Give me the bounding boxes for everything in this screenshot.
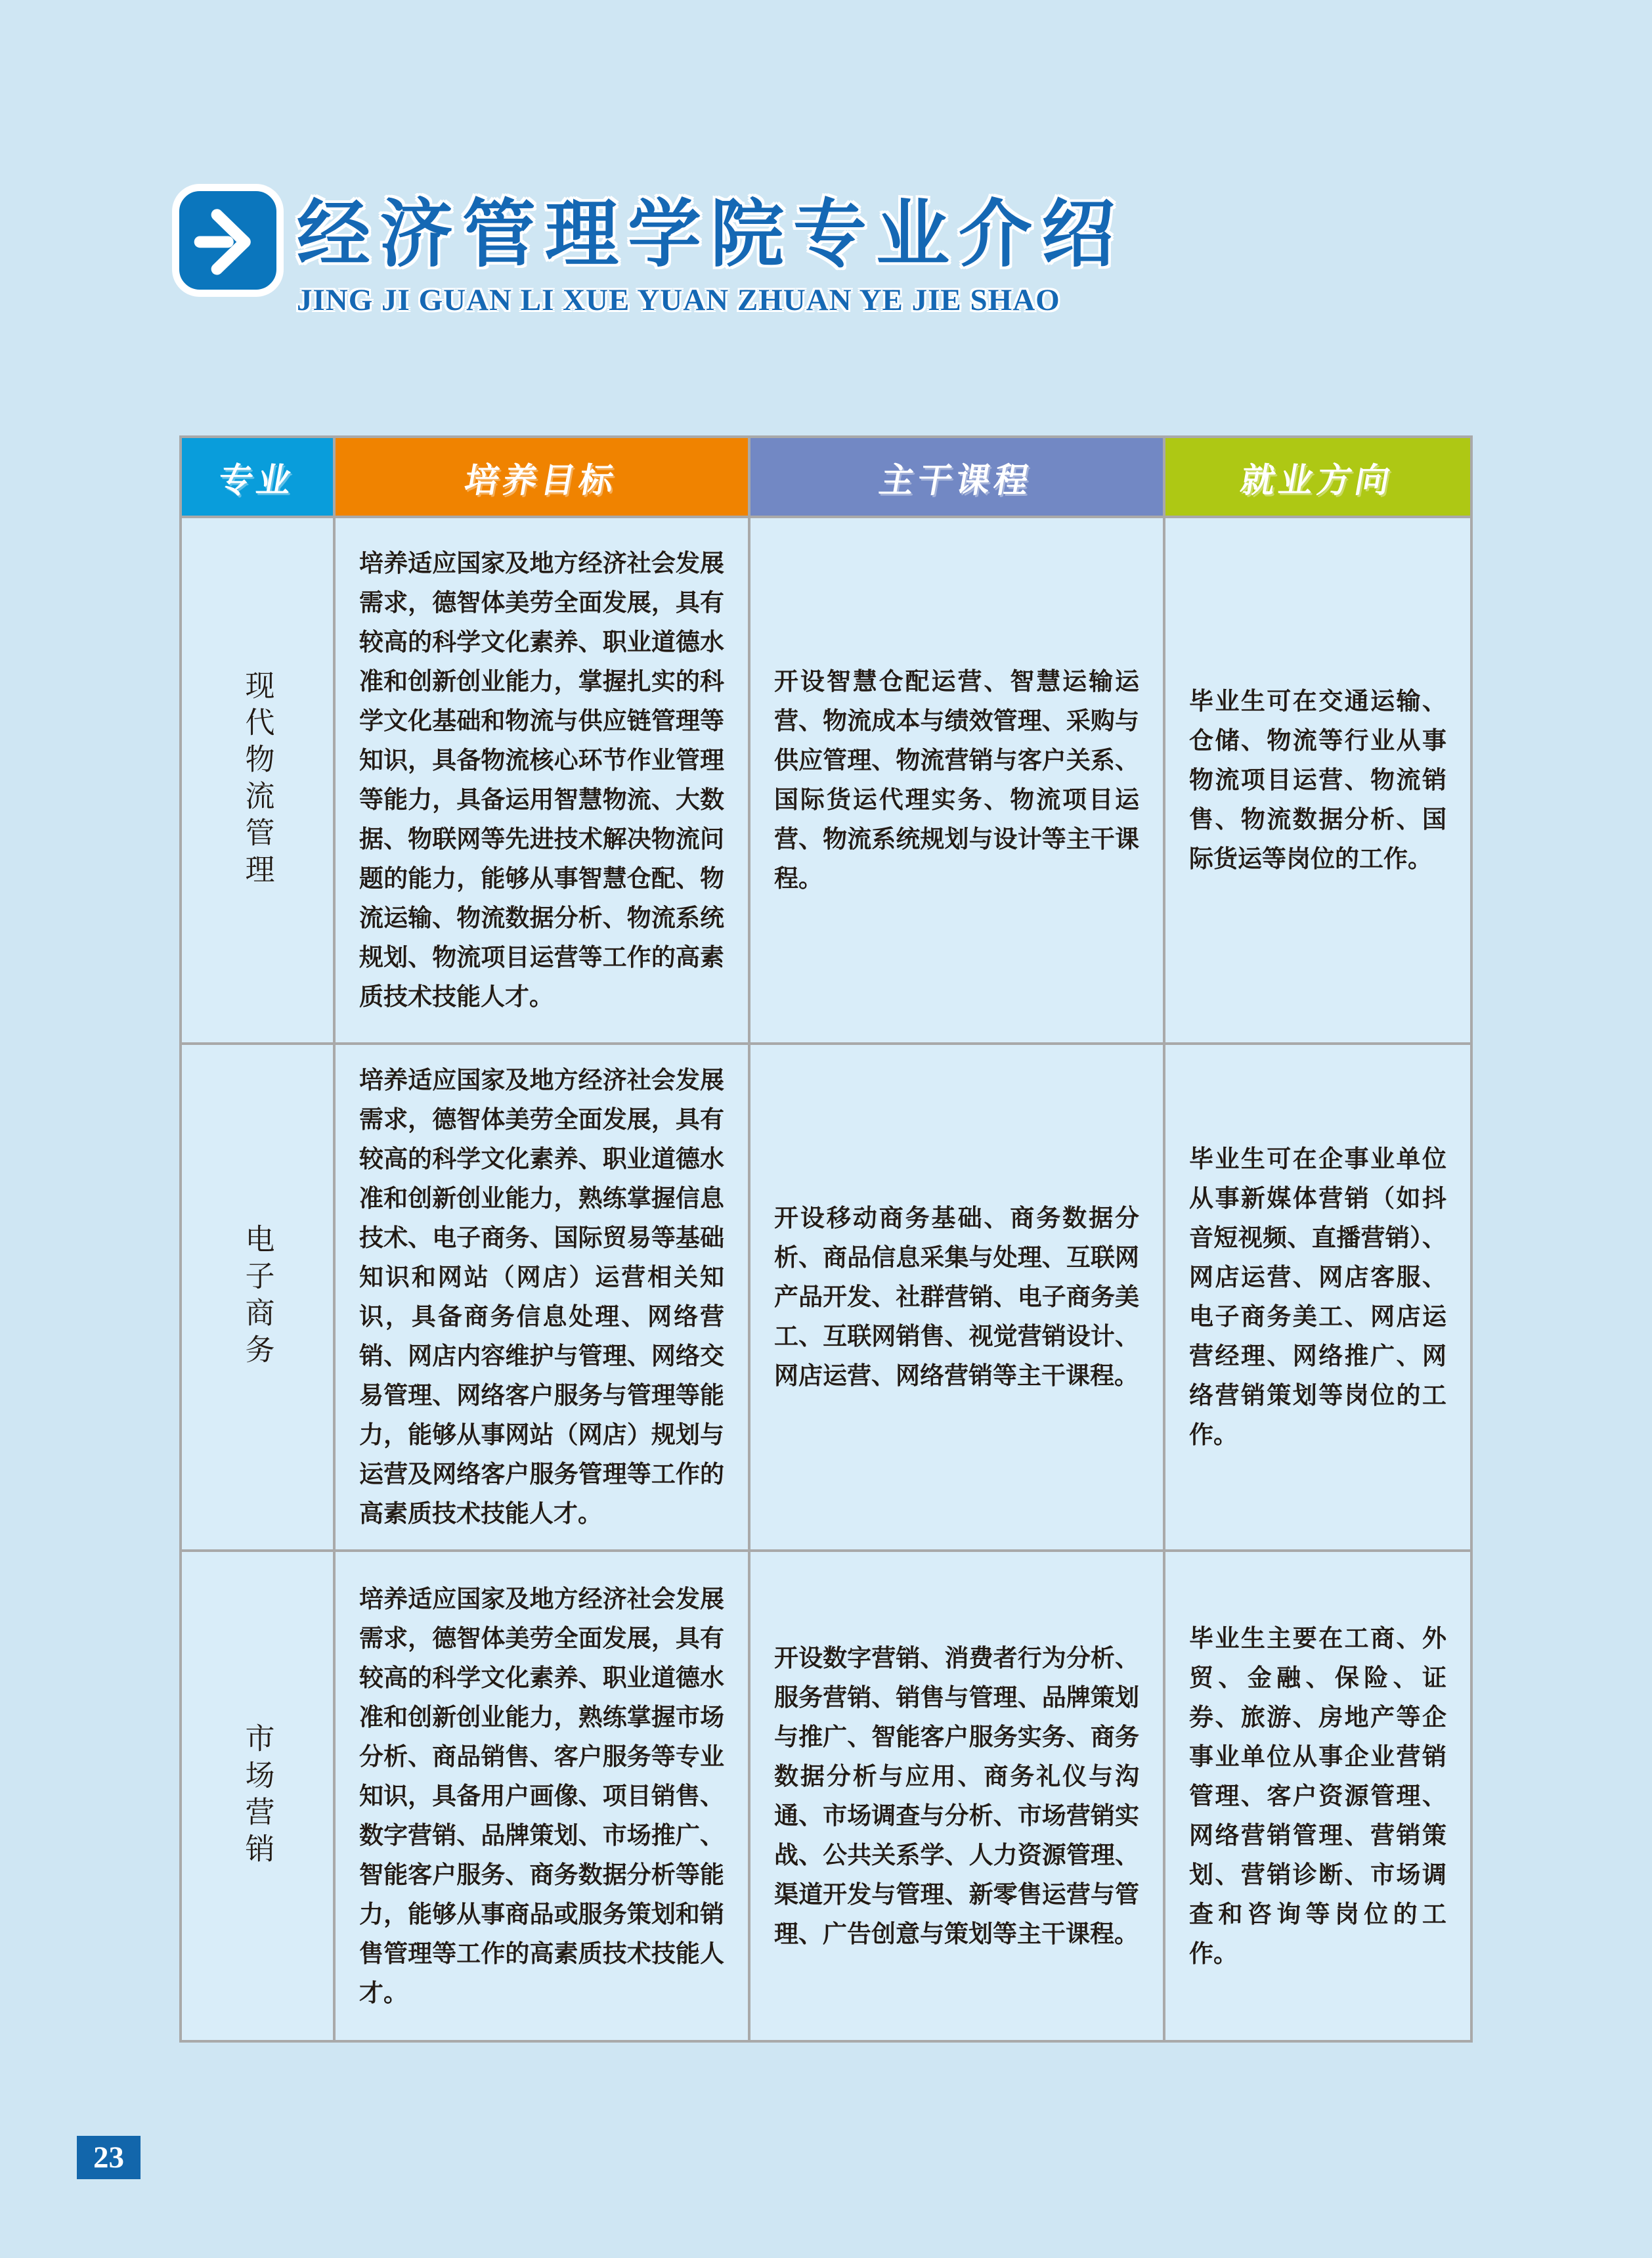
table-row-1-major-cell [182,518,333,1042]
courses-text: 开设智慧仓配运营、智慧运输运营、物流成本与绩效管理、采购与供应管理、物流营销与客户关系、国际货运代理实务、物流项目运营、物流系统规划与设计等主干课程。 [774,668,1139,892]
table-row-1-objective-cell [336,518,748,1042]
page-subtitle: JING JI GUAN LI XUE YUAN ZHUAN YE JIE SHAO [297,283,1060,318]
courses-text: 开设数字营销、消费者行为分析、服务营销、销售与管理、品牌策划与推广、智能客户服务实务、商务数据分析与应用、商务礼仪与沟通、市场调查与分析、市场营销实战、公共关系学、人力资源管理、渠道开发与管理、新零售运营与管理、广告创意与策划等主干课程。 [774,1644,1139,1947]
table-row-3-employment-cell [1165,1552,1470,2040]
table-row-2-objective-cell [336,1045,748,1549]
employment-text: 毕业生可在交通运输、仓储、物流等行业从事物流项目运营、物流销售、物流数据分析、国际货运等岗位的工作。 [1189,688,1446,872]
table-row-2-employment-cell [1165,1045,1470,1549]
major-name: 电子商务 [240,1224,274,1371]
table-row-2-courses-cell [750,1045,1163,1549]
column-header-major-label: 专业 [215,461,299,500]
column-header-objective-label: 培养目标 [461,461,621,500]
page-header [297,192,1124,318]
courses-text: 开设移动商务基础、商务数据分析、商品信息采集与处理、互联网产品开发、社群营销、电子商务美工、互联网销售、视觉营销设计、网店运营、网络营销等主干课程。 [774,1205,1139,1389]
column-header-employment [1165,438,1470,516]
employment-text: 毕业生主要在工商、外贸、金融、保险、证券、旅游、房地产等企事业单位从事企业营销管理、客户资源管理、网络营销管理、营销策划、营销诊断、市场调查和咨询等岗位的工作。 [1189,1624,1446,1967]
table-row-3-courses-cell [750,1552,1163,2040]
column-header-major [182,438,333,516]
table-row-3-major-cell [182,1552,333,2040]
arrow-right-icon [172,184,284,297]
employment-text: 毕业生可在企事业单位从事新媒体营销（如抖音短视频、直播营销）、网店运营、网店客服、电子商务美工、网店运营经理、网络推广、网络营销策划等岗位的工作。 [1189,1145,1446,1448]
major-name: 现代物流管理 [240,670,274,891]
table-row-3-objective-cell [336,1552,748,2040]
column-header-employment-label: 就业方向 [1237,461,1397,500]
table-row-1-employment-cell [1165,518,1470,1042]
objective-text: 培养适应国家及地方经济社会发展需求，德智体美劳全面发展，具有较高的科学文化素养、职业道德水准和创新创业能力，熟练掌握信息技术、电子商务、国际贸易等基础知识和网站（网店）运营相关知识，具备商务信息处理、网络营销、网店内容维护与管理、网络交易管理、网络客户服务与管理等能力，能够从事网站（网店）规划与运营及网络客户服务管理等工作的高素质技术技能人才。 [359,1067,724,1527]
objective-text: 培养适应国家及地方经济社会发展需求，德智体美劳全面发展，具有较高的科学文化素养、职业道德水准和创新创业能力，掌握扎实的科学文化基础和物流与供应链管理等知识，具备物流核心环节作业管理等能力，具备运用智慧物流、大数据、物联网等先进技术解决物流问题的能力，能够从事智慧仓配、物流运输、物流数据分析、物流系统规划、物流项目运营等工作的高素质技术技能人才。 [359,550,724,1010]
major-name: 市场营销 [240,1722,274,1870]
majors-table [179,435,1473,2043]
column-header-courses [750,438,1163,516]
objective-text: 培养适应国家及地方经济社会发展需求，德智体美劳全面发展，具有较高的科学文化素养、职业道德水准和创新创业能力，熟练掌握市场分析、商品销售、客户服务等专业知识，具备用户画像、项目销售、数字营销、品牌策划、市场推广、智能客户服务、商务数据分析等能力，能够从事商品或服务策划和销售管理等工作的高素质技术技能人才。 [359,1585,724,2006]
column-header-objective [336,438,748,516]
page-title: 经济管理学院专业介绍 [297,194,1124,276]
page-number-badge: 23 [77,2136,141,2179]
column-header-courses-label: 主干课程 [876,461,1036,500]
table-row-1-courses-cell [750,518,1163,1042]
table-row-2-major-cell [182,1045,333,1549]
